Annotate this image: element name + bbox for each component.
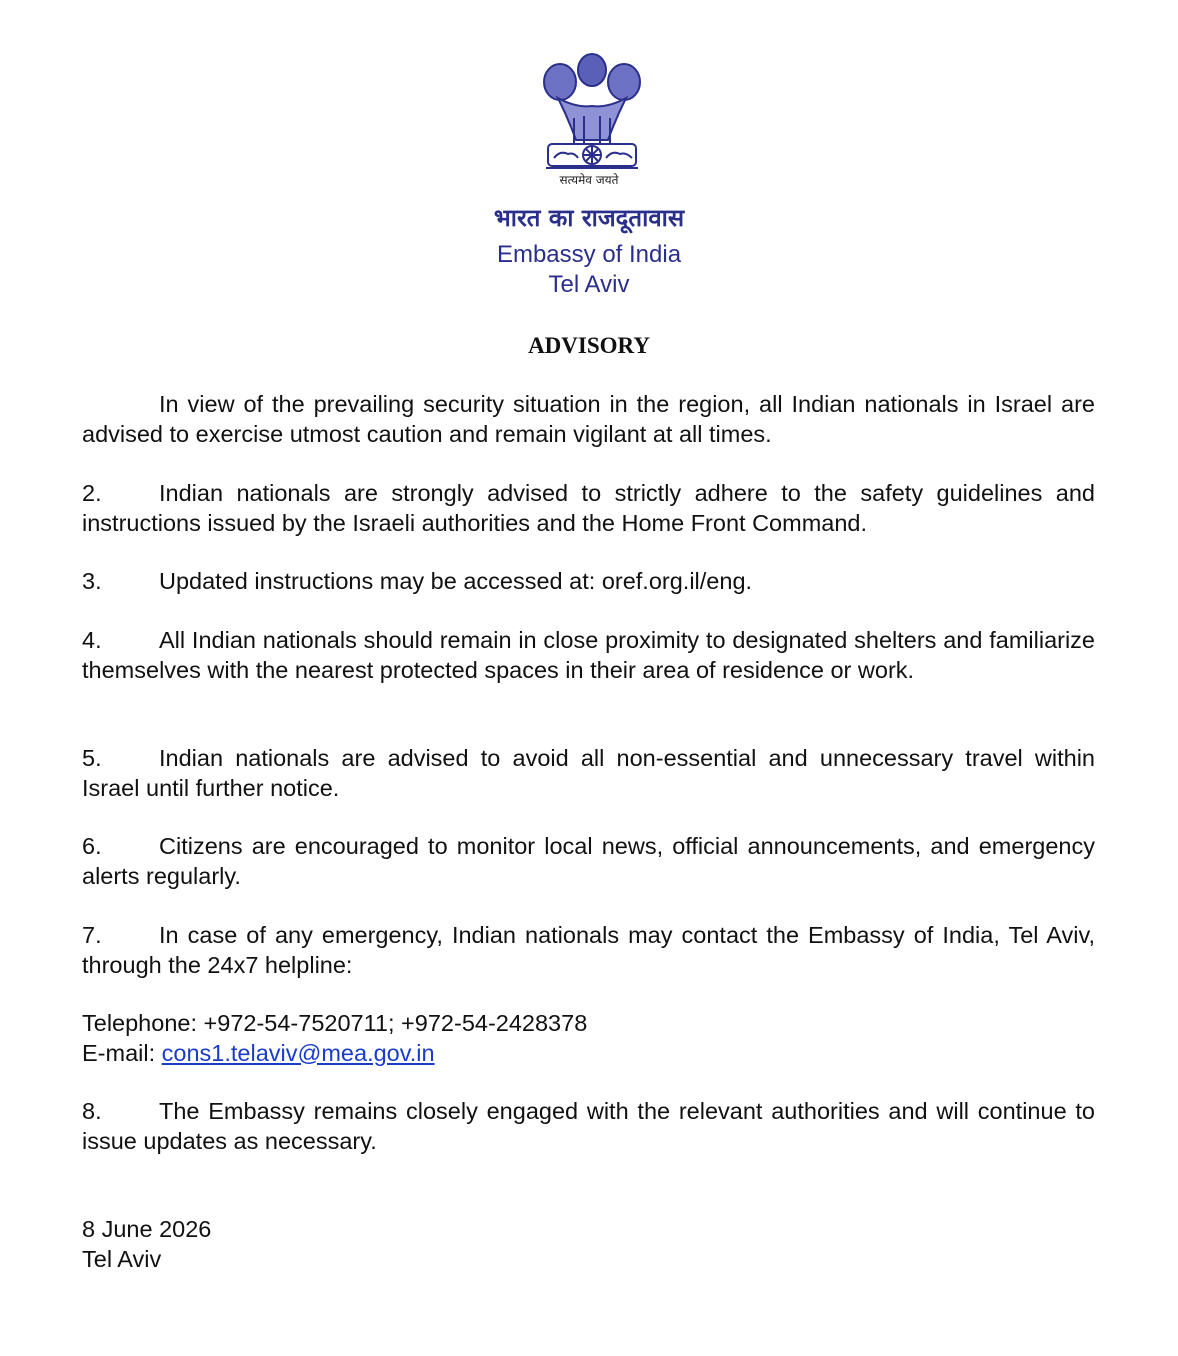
telephone-label: Telephone: bbox=[82, 1010, 197, 1036]
paragraph-number: 5. bbox=[82, 745, 102, 771]
paragraph-number: 3. bbox=[82, 568, 102, 594]
paragraph-number: 6. bbox=[82, 833, 102, 859]
paragraph-text: All Indian nationals should remain in close proximity to designated shelters and familiarize themselves with the nearest protected spaces in their area of residence or work. bbox=[82, 627, 1095, 683]
signoff bbox=[82, 1215, 1095, 1274]
paragraph-text: Indian nationals are strongly advised to strictly adhere to the safety guidelines and instructions issued by the Israeli authorities and the Home Front Command. bbox=[82, 480, 1095, 536]
paragraph-number: 7. bbox=[82, 922, 102, 948]
contact-block bbox=[82, 1009, 1095, 1068]
hindi-title: भारत का राजदूतावास bbox=[493, 204, 685, 232]
advisory-title: ADVISORY bbox=[528, 333, 650, 358]
paragraph-3 bbox=[82, 567, 1095, 597]
paragraph-5 bbox=[82, 744, 1095, 803]
email-link[interactable]: cons1.telaviv@mea.gov.in bbox=[161, 1039, 435, 1066]
paragraph-6 bbox=[82, 832, 1095, 891]
embassy-city: Tel Aviv bbox=[548, 271, 630, 298]
paragraph-text: In view of the prevailing security situation in the region, all Indian nationals in Israel are advised to exercise utmost caution and remain vigilant at all times. bbox=[82, 391, 1095, 447]
embassy-name: Embassy of India bbox=[496, 241, 682, 268]
paragraph-4 bbox=[82, 626, 1095, 685]
telephone-value: +972-54-7520711; +972-54-2428378 bbox=[203, 1010, 588, 1036]
paragraph-7 bbox=[82, 921, 1095, 980]
paragraph-1 bbox=[82, 390, 1095, 449]
paragraph-number: 8. bbox=[82, 1098, 102, 1124]
telephone-line bbox=[82, 1009, 1095, 1039]
paragraph-text: The Embassy remains closely engaged with the relevant authorities and will continue to issue updates as necessary. bbox=[82, 1098, 1095, 1154]
national-emblem-icon bbox=[538, 48, 646, 176]
email-line bbox=[82, 1039, 1095, 1069]
email-label: E-mail: bbox=[82, 1039, 156, 1066]
paragraph-text: In case of any emergency, Indian nationals may contact the Embassy of India, Tel Aviv, through the 24x7 helpline: bbox=[82, 922, 1095, 978]
paragraph-text: Updated instructions may be accessed at: oref.org.il/eng. bbox=[159, 568, 753, 594]
paragraph-text: Indian nationals are advised to avoid all non-essential and unnecessary travel within Israel until further notice. bbox=[82, 745, 1095, 801]
paragraph-number: 4. bbox=[82, 627, 102, 653]
paragraph-8 bbox=[82, 1097, 1095, 1156]
paragraph-text: Citizens are encouraged to monitor local news, official announcements, and emergency alerts regularly. bbox=[82, 833, 1095, 889]
place: Tel Aviv bbox=[82, 1245, 162, 1272]
paragraph-2 bbox=[82, 479, 1095, 538]
motto: सत्यमेव जयते bbox=[559, 173, 619, 187]
date: 8 June 2026 bbox=[82, 1216, 212, 1242]
paragraph-number: 2. bbox=[82, 480, 102, 506]
